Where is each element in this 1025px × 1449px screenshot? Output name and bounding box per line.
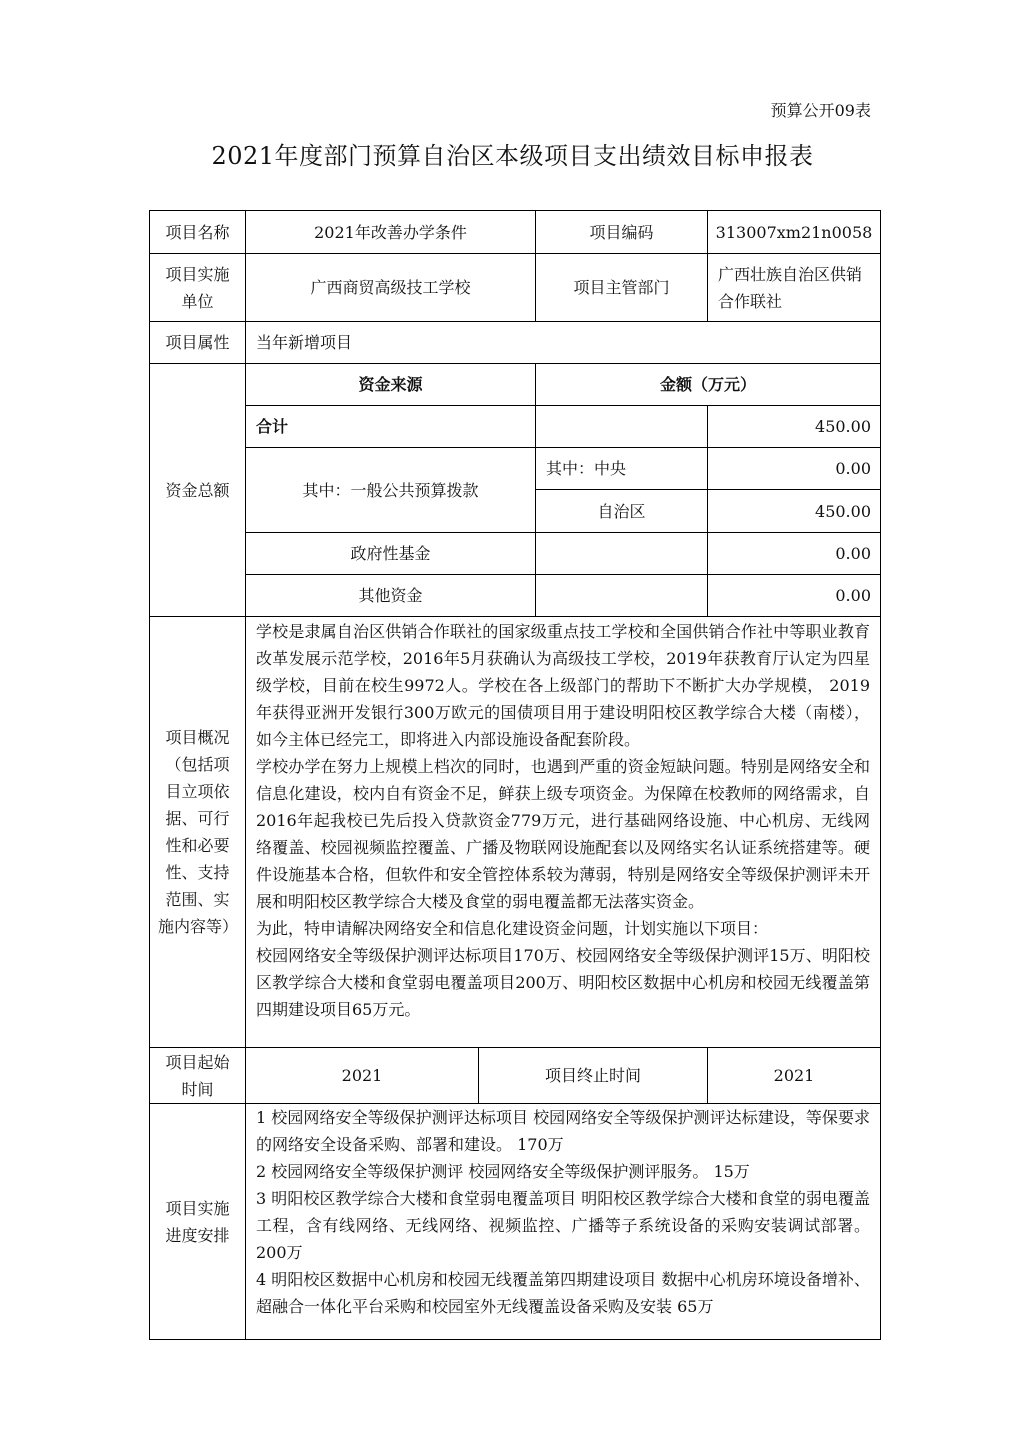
implementing-unit-value: 广西商贸高级技工学校	[245, 253, 536, 322]
project-name-label: 项目名称	[149, 210, 246, 254]
start-time-label: 项目起始时间	[149, 1047, 246, 1104]
end-time-value: 2021	[707, 1047, 881, 1104]
project-attribute-value: 当年新增项目	[245, 321, 881, 364]
end-time-label: 项目终止时间	[478, 1047, 708, 1104]
schedule-label: 项目实施进度安排	[149, 1103, 246, 1340]
page-title: 2021年度部门预算自治区本级项目支出绩效目标申报表	[211, 142, 814, 170]
table-number: 预算公开09表	[770, 101, 871, 120]
project-code-value: 313007xm21n0058	[707, 210, 881, 254]
schedule-item: 4 明阳校区数据中心机房和校园无线覆盖第四期建设项目 数据中心机房环境设备增补、超融合一体化平台采购和校园室外无线覆盖设备采购及安装 65万	[256, 1270, 870, 1316]
implementing-unit-label: 项目实施单位	[149, 253, 246, 322]
central-label: 其中：中央	[535, 447, 708, 490]
funds-total-value: 450.00	[707, 405, 881, 448]
funds-total-row-label: 合计	[245, 405, 536, 448]
overview-paragraph: 为此，特申请解决网络安全和信息化建设资金问题，计划实施以下项目：	[256, 919, 769, 938]
gov-fund-label: 政府性基金	[245, 532, 536, 575]
region-label: 自治区	[535, 489, 708, 533]
project-attribute-label: 项目属性	[149, 321, 246, 364]
overview-content	[245, 616, 881, 1048]
project-name-value: 2021年改善办学条件	[245, 210, 536, 254]
overview-paragraph: 校园网络安全等级保护测评达标项目170万、校园网络安全等级保护测评15万、明阳校区教学综合大楼和食堂弱电覆盖项目200万、明阳校区数据中心机房和校园无线覆盖第四期建设项目65万元。	[256, 946, 870, 1019]
schedule-content	[245, 1103, 881, 1340]
overview-paragraph: 学校是隶属自治区供销合作联社的国家级重点技工学校和全国供销合作社中等职业教育改革发展示范学校，2016年5月获确认为高级技工学校，2019年获教育厅认定为四星级学校，目前在校生9972人。学校在各上级部门的帮助下不断扩大办学规模， 2019年获得亚洲开发银行300万欧元的国债项目用于建设明阳校区教学综合大楼（南楼），如今主体已经完工，即将进入内部设施设备配套阶段。	[256, 622, 870, 749]
start-time-value: 2021	[245, 1047, 479, 1104]
gov-fund-empty	[535, 532, 708, 575]
central-value: 0.00	[707, 447, 881, 490]
overview-label: 项目概况（包括项目立项依据、可行性和必要性、支持范围、实施内容等）	[149, 616, 246, 1048]
public-budget-label: 其中：一般公共预算拨款	[245, 447, 536, 533]
performance-table	[149, 210, 881, 1340]
other-fund-empty	[535, 574, 708, 617]
supervising-dept-label: 项目主管部门	[535, 253, 708, 322]
project-code-label: 项目编码	[535, 210, 708, 254]
funds-source-header: 资金来源	[245, 363, 536, 406]
overview-paragraph: 学校办学在努力上规模上档次的同时，也遇到严重的资金短缺问题。特别是网络安全和信息化建设，校内自有资金不足，鲜获上级专项资金。为保障在校教师的网络需求，自2016年起我校已先后投入贷款资金779万元，进行基础网络设施、中心机房、无线网络覆盖、校园视频监控覆盖、广播及物联网设施配套以及网络实名认证系统搭建等。硬件设施基本合格，但软件和安全管控体系较为薄弱，特别是网络安全等级保护测评未开展和明阳校区教学综合大楼及食堂的弱电覆盖都无法落实资金。	[256, 757, 870, 911]
funds-amount-header: 金额（万元）	[535, 363, 881, 406]
other-fund-label: 其他资金	[245, 574, 536, 617]
other-fund-value: 0.00	[707, 574, 881, 617]
funds-total-empty	[535, 405, 708, 448]
supervising-dept-value: 广西壮族自治区供销合作联社	[707, 253, 881, 322]
schedule-item: 3 明阳校区教学综合大楼和食堂弱电覆盖项目 明阳校区教学综合大楼和食堂的弱电覆盖工程，含有线网络、无线网络、视频监控、广播等子系统设备的采购安装调试部署。 200万	[256, 1189, 870, 1262]
gov-fund-value: 0.00	[707, 532, 881, 575]
schedule-item: 1 校园网络安全等级保护测评达标项目 校园网络安全等级保护测评达标建设，等保要求的网络安全设备采购、部署和建设。 170万	[256, 1108, 870, 1154]
funds-total-label: 资金总额	[149, 363, 246, 617]
region-value: 450.00	[707, 489, 881, 533]
schedule-item: 2 校园网络安全等级保护测评 校园网络安全等级保护测评服务。 15万	[256, 1162, 750, 1181]
